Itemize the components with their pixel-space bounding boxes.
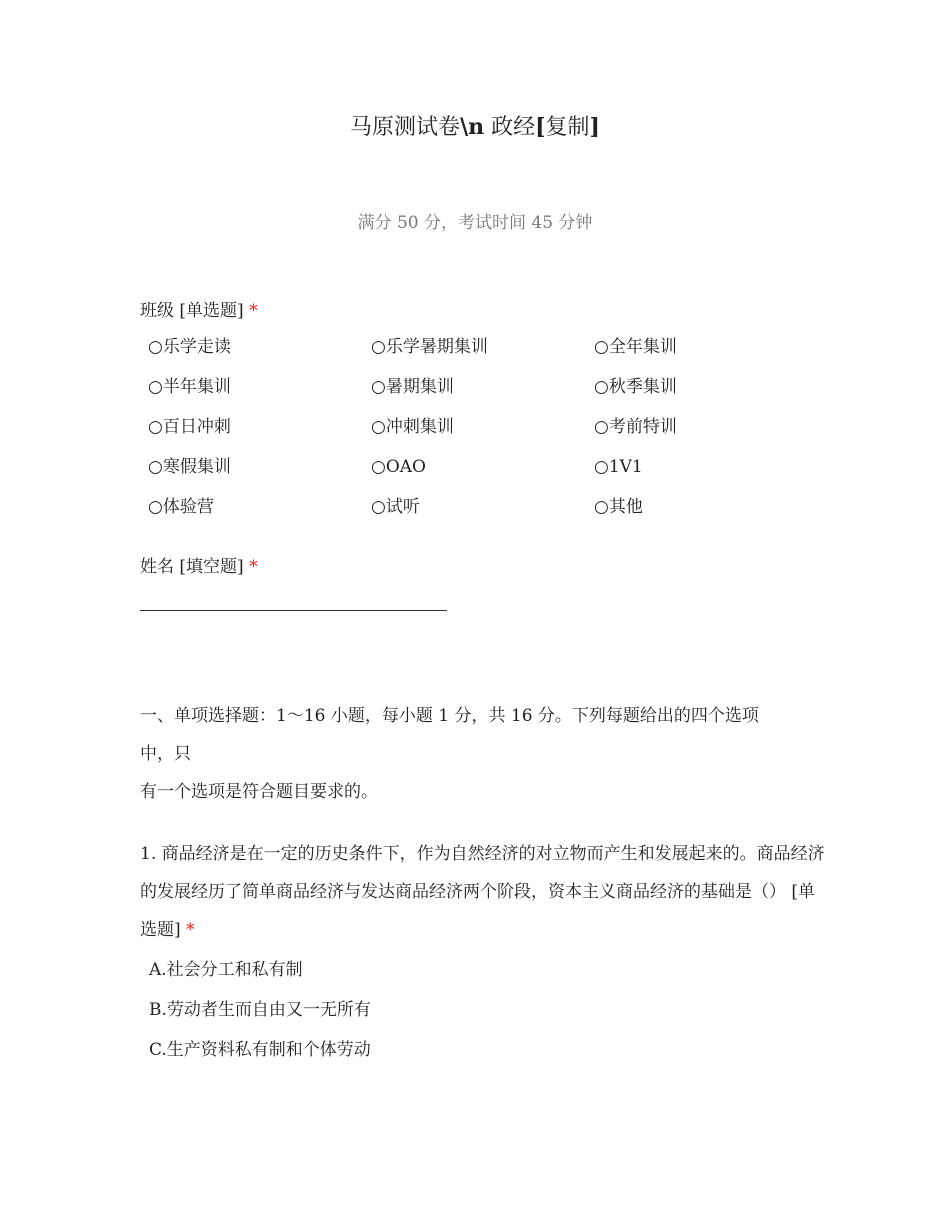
class-question-text: 班级 [单选题] [140,301,244,321]
radio-option[interactable]: ○乐学走读 [148,337,231,357]
radio-option[interactable]: ○全年集训 [594,337,677,357]
title-copy: 复制 [545,115,590,140]
section-line-2: 中，只 [140,744,191,764]
radio-option[interactable]: ○乐学暑期集训 [371,337,488,357]
name-fill-line[interactable] [140,610,447,611]
page-title [0,110,950,141]
question-1-choices [149,955,830,1075]
radio-option[interactable]: ○秋季集训 [594,377,677,397]
title-escape: \n [460,114,485,140]
exam-content [140,296,830,1075]
title-bracket-open: [ [535,114,546,140]
required-mark: * [186,920,195,940]
class-options [148,332,830,532]
radio-option[interactable]: ○百日冲刺 [148,417,231,437]
title-bracket-close: ] [589,114,600,140]
required-mark: * [249,557,258,577]
radio-option[interactable]: ○OAO [371,457,426,477]
radio-option[interactable]: ○半年集训 [148,377,231,397]
radio-option[interactable]: ○体验营 [148,497,214,517]
question-1-text: 1. 商品经济是在一定的历史条件下，作为自然经济的对立物而产生和发展起来的。商品经济的发展经历了简单商品经济与发达商品经济两个阶段，资本主义商品经济的基础是（） [单选题] [140,844,825,940]
title-subject: 政经 [484,115,536,140]
radio-option[interactable]: ○冲刺集训 [371,417,454,437]
radio-option[interactable]: ○试听 [371,497,420,517]
choice-c[interactable]: C.生产资料私有制和个体劳动 [149,1040,371,1060]
section-line-3: 有一个选项是符合题目要求的。 [140,782,378,802]
title-main: 马原测试卷 [350,115,461,140]
radio-option[interactable]: ○1V1 [594,457,643,477]
required-mark: * [249,301,258,321]
exam-subtitle: 满分 50 分，考试时间 45 分钟 [357,213,593,233]
name-question-label [140,552,830,582]
radio-option[interactable]: ○寒假集训 [148,457,231,477]
section-line-1: 一、单项选择题：1～16 小题，每小题 1 分，共 16 分。下列每题给出的四个选项 [140,706,759,726]
choice-b[interactable]: B.劳动者生而自由又一无所有 [149,1000,371,1020]
radio-option[interactable]: ○其他 [594,497,643,517]
choice-a[interactable]: A.社会分工和私有制 [149,960,303,980]
question-1 [140,835,830,949]
section-heading [140,697,830,811]
class-question-label [140,296,830,326]
radio-option[interactable]: ○暑期集训 [371,377,454,397]
name-question-text: 姓名 [填空题] [140,557,244,577]
radio-option[interactable]: ○考前特训 [594,417,677,437]
